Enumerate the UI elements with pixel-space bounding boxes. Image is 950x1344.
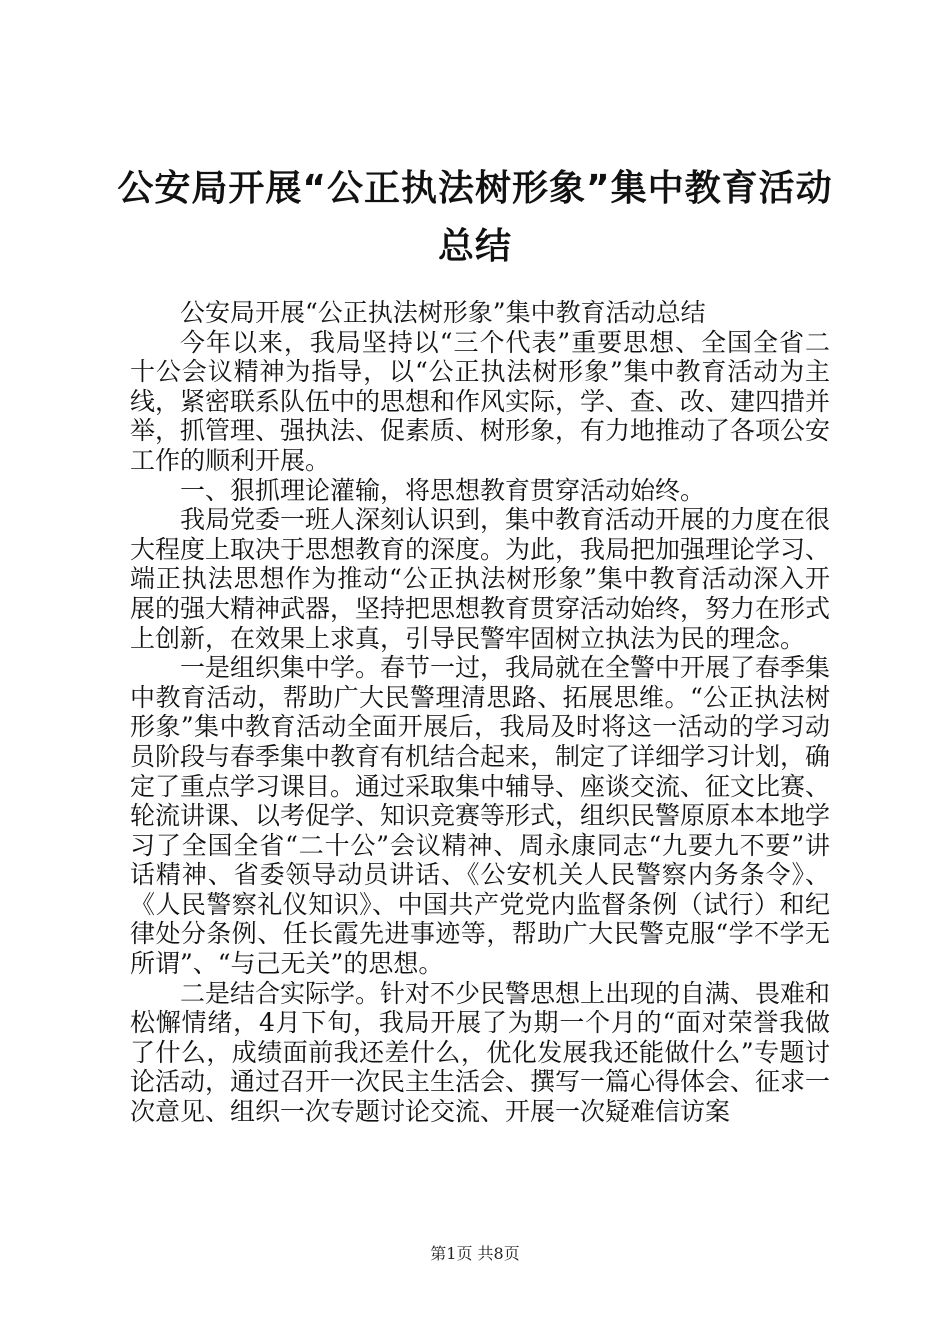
paragraph: 二是结合实际学。针对不少民警思想上出现的自满、畏难和松懈情绪，4月下旬，我局开展了为期一个月的“面对荣誉我做了什么，成绩面前我还差什么，优化发展我还能做什么”专题讨论活动，通过召开一次民主生活会、撰写一篇心得体会、征求一次意见、组织一次专题讨论交流、开展一次疑难信访案 bbox=[130, 978, 831, 1127]
paragraph-subtitle: 公安局开展“公正执法树形象”集中教育活动总结 bbox=[180, 298, 706, 327]
document-title bbox=[100, 160, 850, 276]
document-body bbox=[130, 298, 830, 1127]
title-line-2: 总结 bbox=[437, 226, 512, 267]
paragraph: 一是组织集中学。春节一过，我局就在全警中开展了春季集中教育活动，帮助广大民警理清思路、拓展思维。“公正执法树形象”集中教育活动全面开展后，我局及时将这一活动的学习动员阶段与春季集中教育有机结合起来，制定了详细学习计划，确定了重点学习课目。通过采取集中辅导、座谈交流、征文比赛、轮流讲课、以考促学、知识竞赛等形式，组织民警原原本本地学习了全国全省“二十公”会议精神、周永康同志“九要九不要”讲话精神、省委领导动员讲话、《公安机关人民警察内务条令》、《人民警察礼仪知识》、中国共产党党内监督条例（试行）和纪律处分条例、任长霞先进事迹等，帮助广大民警克服“学不学无所谓”、“与己无关”的思想。 bbox=[130, 653, 831, 979]
page-number-footer: 第1页 共8页 bbox=[430, 1244, 520, 1263]
paragraph: 今年以来，我局坚持以“三个代表”重要思想、全国全省二十公会议精神为指导，以“公正执法树形象”集中教育活动为主线，紧密联系队伍中的思想和作风实际，学、查、改、建四措并举，抓管理、强执法、促素质、树形象，有力地推动了各项公安工作的顺利开展。 bbox=[130, 327, 831, 475]
title-line-1: 公安局开展“公正执法树形象”集中教育活动 bbox=[117, 168, 833, 209]
paragraph: 我局党委一班人深刻认识到，集中教育活动开展的力度在很大程度上取决于思想教育的深度。为此，我局把加强理论学习、端正执法思想作为推动“公正执法树形象”集中教育活动深入开展的强大精神武器，坚持把思想教育贯穿活动始终，努力在形式上创新，在效果上求真，引导民警牢固树立执法为民的理念。 bbox=[130, 505, 831, 653]
section-heading: 一、狠抓理论灌输，将思想教育贯穿活动始终。 bbox=[180, 475, 706, 505]
